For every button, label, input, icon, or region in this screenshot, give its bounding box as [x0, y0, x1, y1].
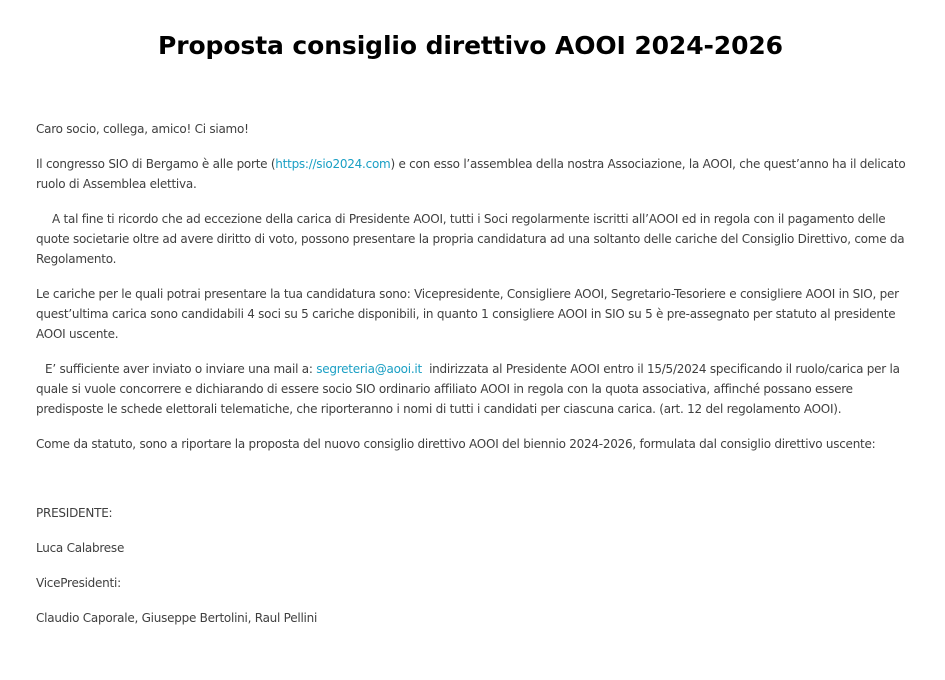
president-name: Luca Calabrese — [36, 541, 125, 555]
paragraph-candidacy: A tal fine ti ricordo che ad eccezione della carica di Presidente AOOI, tutti i Soci regolarmente iscritti all’AOOI ed in regola con il pagamento delle quote societarie oltre ad avere diritto di voto, possono presentare la propria candidatura ad una soltanto delle cariche del Consiglio Direttivo, come da Regolamento. — [36, 212, 905, 266]
paragraph-statute: Come da statuto, sono a riportare la proposta del nuovo consiglio direttivo AOOI del biennio 2024-2026, formulata dal consiglio direttivo uscente: — [36, 437, 876, 451]
article-body — [36, 119, 916, 643]
vice-presidents-names: Claudio Caporale, Giuseppe Bertolini, Raul Pellini — [36, 611, 318, 625]
paragraph-congress-text-2: ) e con esso l’assemblea della nostra Associazione, la AOOI, che quest’anno ha il delicato ruolo di Assemblea elettiva. — [36, 157, 906, 191]
sio2024-link[interactable]: https://sio2024.com — [275, 157, 391, 171]
email-link[interactable]: segreteria@aooi.it — [316, 362, 422, 376]
paragraph-email-text-2: indirizzata al Presidente AOOI entro il 15/5/2024 specificando il ruolo/carica per la quale si vuole concorrere e dichiarando di essere socio SIO ordinario affiliato AOOI in regola con la quota associativa, affinché possano essere predisposte le schede elettorali telematiche, che riporteranno i nomi di tutti i candidati per ciascuna carica. (art. 12 del regolamento AOOI). — [36, 362, 904, 416]
greeting: Caro socio, collega, amico! Ci siamo! — [36, 122, 249, 136]
paragraph-email — [36, 359, 916, 419]
paragraph-congress-text-1: Il congresso SIO di Bergamo è alle porte ( — [36, 157, 276, 171]
board-roster — [36, 503, 916, 628]
vice-presidents-label: VicePresidenti: — [36, 576, 121, 590]
paragraph-congress — [36, 154, 916, 194]
paragraph-email-text-1: E’ sufficiente aver inviato o inviare una mail a: — [45, 362, 317, 376]
spacer — [36, 469, 916, 503]
page-title: Proposta consiglio direttivo AOOI 2024-2026 — [158, 31, 783, 60]
paragraph-roles: Le cariche per le quali potrai presentare la tua candidatura sono: Vicepresidente, Consigliere AOOI, Segretario-Tesoriere e consigliere AOOI in SIO, per quest’ultima carica sono candidabili 4 soci su 5 cariche disponibili, in quanto 1 consigliere AOOI in SIO su 5 è pre-assegnato per statuto al presidente AOOI uscente. — [36, 287, 899, 341]
president-label: PRESIDENTE: — [36, 506, 113, 520]
